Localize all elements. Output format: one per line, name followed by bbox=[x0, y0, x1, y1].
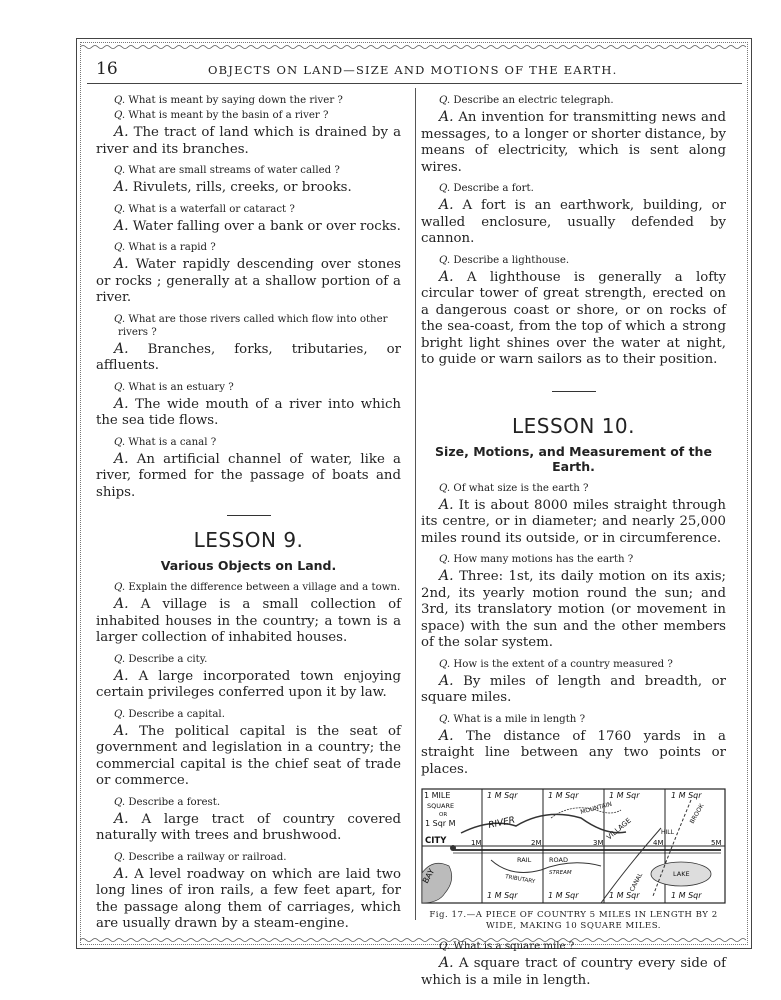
question: Q. What is a mile in length ? bbox=[439, 713, 586, 725]
map-label: BROOK bbox=[688, 802, 706, 825]
question: Q. Of what size is the earth ? bbox=[439, 482, 589, 494]
answer: A. The wide mouth of a river into which the sea tide flows. bbox=[96, 395, 401, 428]
map-label: 1M bbox=[471, 839, 482, 847]
border-ornament-top bbox=[80, 44, 746, 50]
map-label: 1 MILE bbox=[424, 791, 451, 800]
answer: A. Rivulets, rills, creeks, or brooks. bbox=[114, 179, 352, 195]
header-rule bbox=[87, 83, 742, 84]
question: Q. What is an estuary ? bbox=[114, 381, 234, 393]
answer: A. A large tract of country covered naturally with trees and brushwood. bbox=[96, 810, 401, 843]
map-label: ROAD bbox=[549, 856, 568, 864]
map-label: 1 M Sqr bbox=[487, 891, 518, 900]
map-label: MOUNTAIN bbox=[579, 800, 613, 816]
page-number: 16 bbox=[96, 59, 118, 79]
map-label: STREAM bbox=[549, 870, 572, 876]
question: Q. What are small streams of water called ? bbox=[114, 165, 340, 176]
question: Q. Describe a forest. bbox=[114, 796, 221, 808]
answer: A. A fort is an earthwork, building, or walled enclosure, usually defended by cannon. bbox=[421, 197, 726, 246]
qa-block bbox=[421, 182, 726, 248]
answer: A. It is about 8000 miles straight through its centre, or in diameter; and nearly 25,000 miles round its outside, or in circumference. bbox=[421, 496, 726, 546]
map-label: 1 Sqr M bbox=[425, 819, 456, 828]
section-rule bbox=[552, 391, 596, 392]
question: Q. What is a square mile ? bbox=[439, 941, 575, 952]
map-label: 2M bbox=[531, 839, 542, 847]
map-label: LAKE bbox=[673, 870, 690, 878]
qa-block bbox=[421, 94, 726, 176]
running-title: OBJECTS ON LAND—SIZE AND MOTIONS OF THE EARTH. bbox=[208, 63, 618, 77]
question: Q. What are those rivers called which flow into other rivers ? bbox=[114, 313, 388, 338]
question: Q. Explain the difference between a village and a town. bbox=[114, 582, 401, 593]
map-label: RAIL bbox=[517, 856, 532, 864]
question: Q. What is meant by saying down the river ? bbox=[114, 95, 343, 106]
map-label: 1 M Sqr bbox=[609, 891, 640, 900]
question: Q. Describe a railway or railroad. bbox=[114, 851, 287, 863]
qa-block bbox=[421, 713, 726, 779]
answer: A. The political capital is the seat of government and legislation in a country; the commercial capital is the chief seat of trade or commerce. bbox=[96, 722, 401, 788]
answer: A. A large incorporated town enjoying certain privileges conferred upon it by law. bbox=[96, 667, 401, 700]
map-label: HILL bbox=[661, 829, 674, 836]
map-label: 1 M Sqr bbox=[548, 791, 579, 800]
qa-block bbox=[96, 109, 401, 158]
answer: A. The tract of land which is drained by a river and its branches. bbox=[96, 124, 401, 157]
answer: A. Water rapidly descending over stones or rocks ; generally at a shallow portion of a river. bbox=[96, 256, 401, 305]
question: Q. How many motions has the earth ? bbox=[439, 554, 634, 565]
question: Q. What is a waterfall or cataract ? bbox=[114, 203, 295, 215]
question: Q. Describe a city. bbox=[114, 653, 208, 665]
map-label: OR bbox=[439, 812, 448, 818]
qa-block bbox=[96, 313, 401, 375]
qa-block bbox=[96, 708, 401, 790]
answer: A. Branches, forks, tributaries, or affluents. bbox=[96, 340, 401, 373]
answer: A. An artificial channel of water, like a river, formed for the passage of boats and ships. bbox=[96, 450, 401, 500]
answer: A. By miles of length and breadth, or square miles. bbox=[421, 672, 726, 705]
map-label: VILLAGE bbox=[605, 816, 633, 842]
answer: A. A square tract of country every side of which is a mile in length. bbox=[421, 955, 726, 988]
map-label: 4M bbox=[653, 839, 664, 847]
map-label: 1 M Sqr bbox=[671, 891, 702, 900]
qa-block bbox=[96, 164, 401, 197]
qa-block bbox=[421, 940, 726, 989]
map-label: 3M bbox=[593, 839, 604, 847]
map-label: 1 M Sqr bbox=[671, 791, 702, 800]
qa-block bbox=[96, 796, 401, 845]
lesson-title: LESSON 9. bbox=[193, 528, 304, 552]
question: Q. Describe a fort. bbox=[439, 183, 534, 194]
question: Q. How is the extent of a country measured ? bbox=[439, 658, 673, 670]
answer: A. The distance of 1760 yards in a straight line between any two points or places. bbox=[421, 727, 726, 777]
section-rule bbox=[227, 515, 271, 516]
map-label: SQUARE bbox=[427, 802, 455, 810]
qa-block bbox=[96, 581, 401, 647]
question: Q. Describe an electric telegraph. bbox=[439, 95, 614, 106]
qa-block bbox=[96, 653, 401, 702]
map-label: CITY bbox=[425, 836, 447, 846]
qa-block bbox=[96, 203, 401, 236]
question: Q. What is a canal ? bbox=[114, 436, 217, 448]
map-label: 1 M Sqr bbox=[609, 791, 640, 800]
question: Q. What is meant by the basin of a river ? bbox=[114, 110, 329, 121]
answer: A. Water falling over a bank or over rocks. bbox=[114, 217, 401, 234]
lesson-subtitle: Various Objects on Land. bbox=[160, 558, 337, 573]
qa-block bbox=[421, 482, 726, 548]
answer: A. An invention for transmitting news and messages, to a longer or shorter distance, by means of electricity, which is sent along wires. bbox=[421, 109, 727, 175]
map-label: TRIBUTARY bbox=[504, 874, 536, 886]
qa-block bbox=[421, 658, 726, 707]
figure-caption: Fig. 17.—A PIECE OF COUNTRY 5 MILES IN LENGTH BY 2 WIDE, MAKING 10 SQUARE MILES. bbox=[429, 910, 718, 931]
figure-map bbox=[421, 788, 726, 904]
answer: A. A lighthouse is generally a lofty circular tower of great strength, erected on a dangerous coast or shore, or on rocks of the sea-coast, from the top of which a strong bright light shines over the water at night, to guide or warn sailors as to their position. bbox=[421, 268, 726, 367]
qa-block bbox=[96, 436, 401, 502]
qa-block bbox=[96, 94, 401, 107]
lesson-title: LESSON 10. bbox=[511, 413, 636, 438]
map-label: 5M bbox=[711, 839, 722, 847]
column-divider bbox=[415, 88, 416, 920]
qa-block bbox=[421, 553, 726, 652]
question: Q. Describe a capital. bbox=[114, 708, 225, 720]
answer: A. A level roadway on which are laid two long lines of iron rails, a few feet apart, for the passage along them of carriages, which are usually drawn by a steam-engine. bbox=[96, 865, 401, 931]
question: Q. Describe a lighthouse. bbox=[439, 254, 570, 266]
qa-block bbox=[421, 254, 726, 369]
map-label: BAY bbox=[421, 867, 437, 885]
qa-block bbox=[96, 241, 401, 307]
map-label: 1 M Sqr bbox=[487, 791, 518, 800]
question: Q. What is a rapid ? bbox=[114, 242, 216, 253]
right-column bbox=[421, 94, 726, 995]
page-header bbox=[90, 57, 730, 79]
left-column bbox=[96, 94, 401, 939]
qa-block bbox=[96, 851, 401, 933]
answer: A. A village is a small collection of inhabited houses in the country; a town is a larger collection of inhabited houses. bbox=[96, 596, 401, 645]
map-label: RIVER bbox=[487, 815, 517, 831]
map-label: 1 M Sqr bbox=[548, 891, 579, 900]
lesson-subtitle: Size, Motions, and Measurement of the Earth. bbox=[435, 443, 712, 474]
map-label: CANAL bbox=[628, 871, 645, 893]
answer: A. Three: 1st, its daily motion on its axis; 2nd, its yearly motion round the sun; and 3rd, its translatory motion (or movement in space) with the sun and the other members of the solar system. bbox=[421, 568, 726, 650]
qa-block bbox=[96, 381, 401, 430]
